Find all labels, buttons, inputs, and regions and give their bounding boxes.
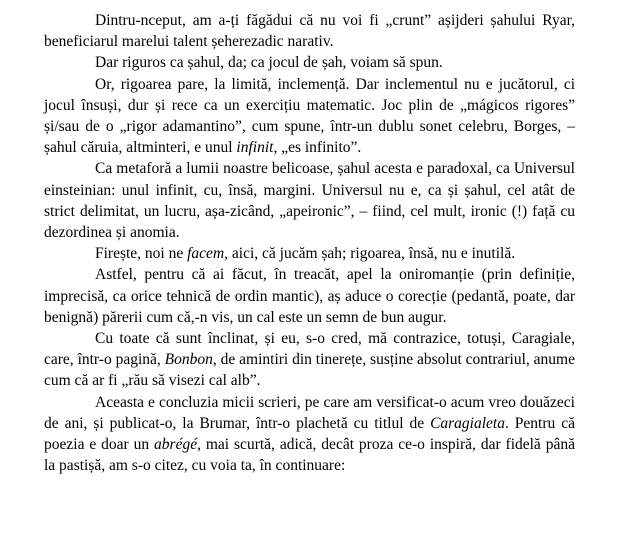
paragraph [44,158,575,243]
paragraph [44,243,575,264]
paragraph [44,392,575,477]
text-run: , de amintiri din tinerețe, susține absolut contrariul, anume cum că ar fi „rău să visezi cal alb”. [44,351,575,390]
text-run-italic: facem [187,245,225,263]
text-run-italic: abrégé [154,436,198,454]
text-run: . Pentru că poezia e doar un [44,414,575,454]
page-text [44,10,575,476]
text-run: Dintru-nceput, am a-ți făgădui că nu voi fi „crunt” așijderi șahului Ryar, beneficiarul marelui talent șeherezadic narativ. [44,12,575,51]
paragraph [44,328,575,392]
text-run-italic: infinit [236,139,274,157]
text-run: Dar riguros ca șahul, da; ca jocul de șah, voiam să spun. [95,54,443,72]
text-run: Astfel, pentru că ai făcut, în treacăt, apel la oniromanție (prin definiție, imprecisă, ca orice tehnică de ordin mantic), aș aduce o corecție (pedantă, poate, dar benignă) părerii cum că,-n vis, un cal este un semn de bun augur. [44,266,575,326]
text-run: Aceasta e concluzia micii scrieri, pe care am versificat-o acum vreo douăzeci de ani, și publicat-o, la Brumar, într-o plachetă cu titlul de [44,393,575,432]
paragraph [44,52,575,73]
text-run: , aici, că jucăm șah; rigoarea, însă, nu e inutilă. [224,245,516,263]
text-run: Or, rigoarea pare, la limită, inclemență. Dar inclementul nu e jucătorul, ci jocul însuși, dur și rece ca un exercițiu matematic. Joc plin de „mágicos rigores” și/sau de o „rigor adamantino”, cum spune, într-un dublu sonet celebru, Borges, – șahul căruia, altminteri, e unul [44,75,575,157]
text-run-italic: Bonbon [164,351,213,369]
text-run: Cu toate că sunt înclinat, și eu, s-o cred, mă contrazice, totuși, Caragiale, care, într-o pagină, [44,330,575,369]
paragraph [44,74,575,159]
paragraph [44,264,575,328]
text-run: Ca metaforă a lumii noastre belicoase, șahul acesta e paradoxal, ca Universul einsteinian: unul infinit, cu, însă, margini. Universul nu e, ca și șahul, cel atât de strict delimitat, un lucru, așa-zicând, „apeironic”, – fiind, cel mult, ironic (!) față cu dezordinea și anomia. [44,160,575,242]
text-run-italic: Caragialeta [430,414,505,432]
text-run: , „es infinito”. [273,139,362,157]
text-run: Firește, noi ne [95,245,188,263]
paragraph [44,10,575,52]
text-run: , mai scurtă, adică, decât proza ce-o inspiră, dar fidelă până la pastișă, am s-o citez, cu voia ta, în continuare: [44,436,575,475]
